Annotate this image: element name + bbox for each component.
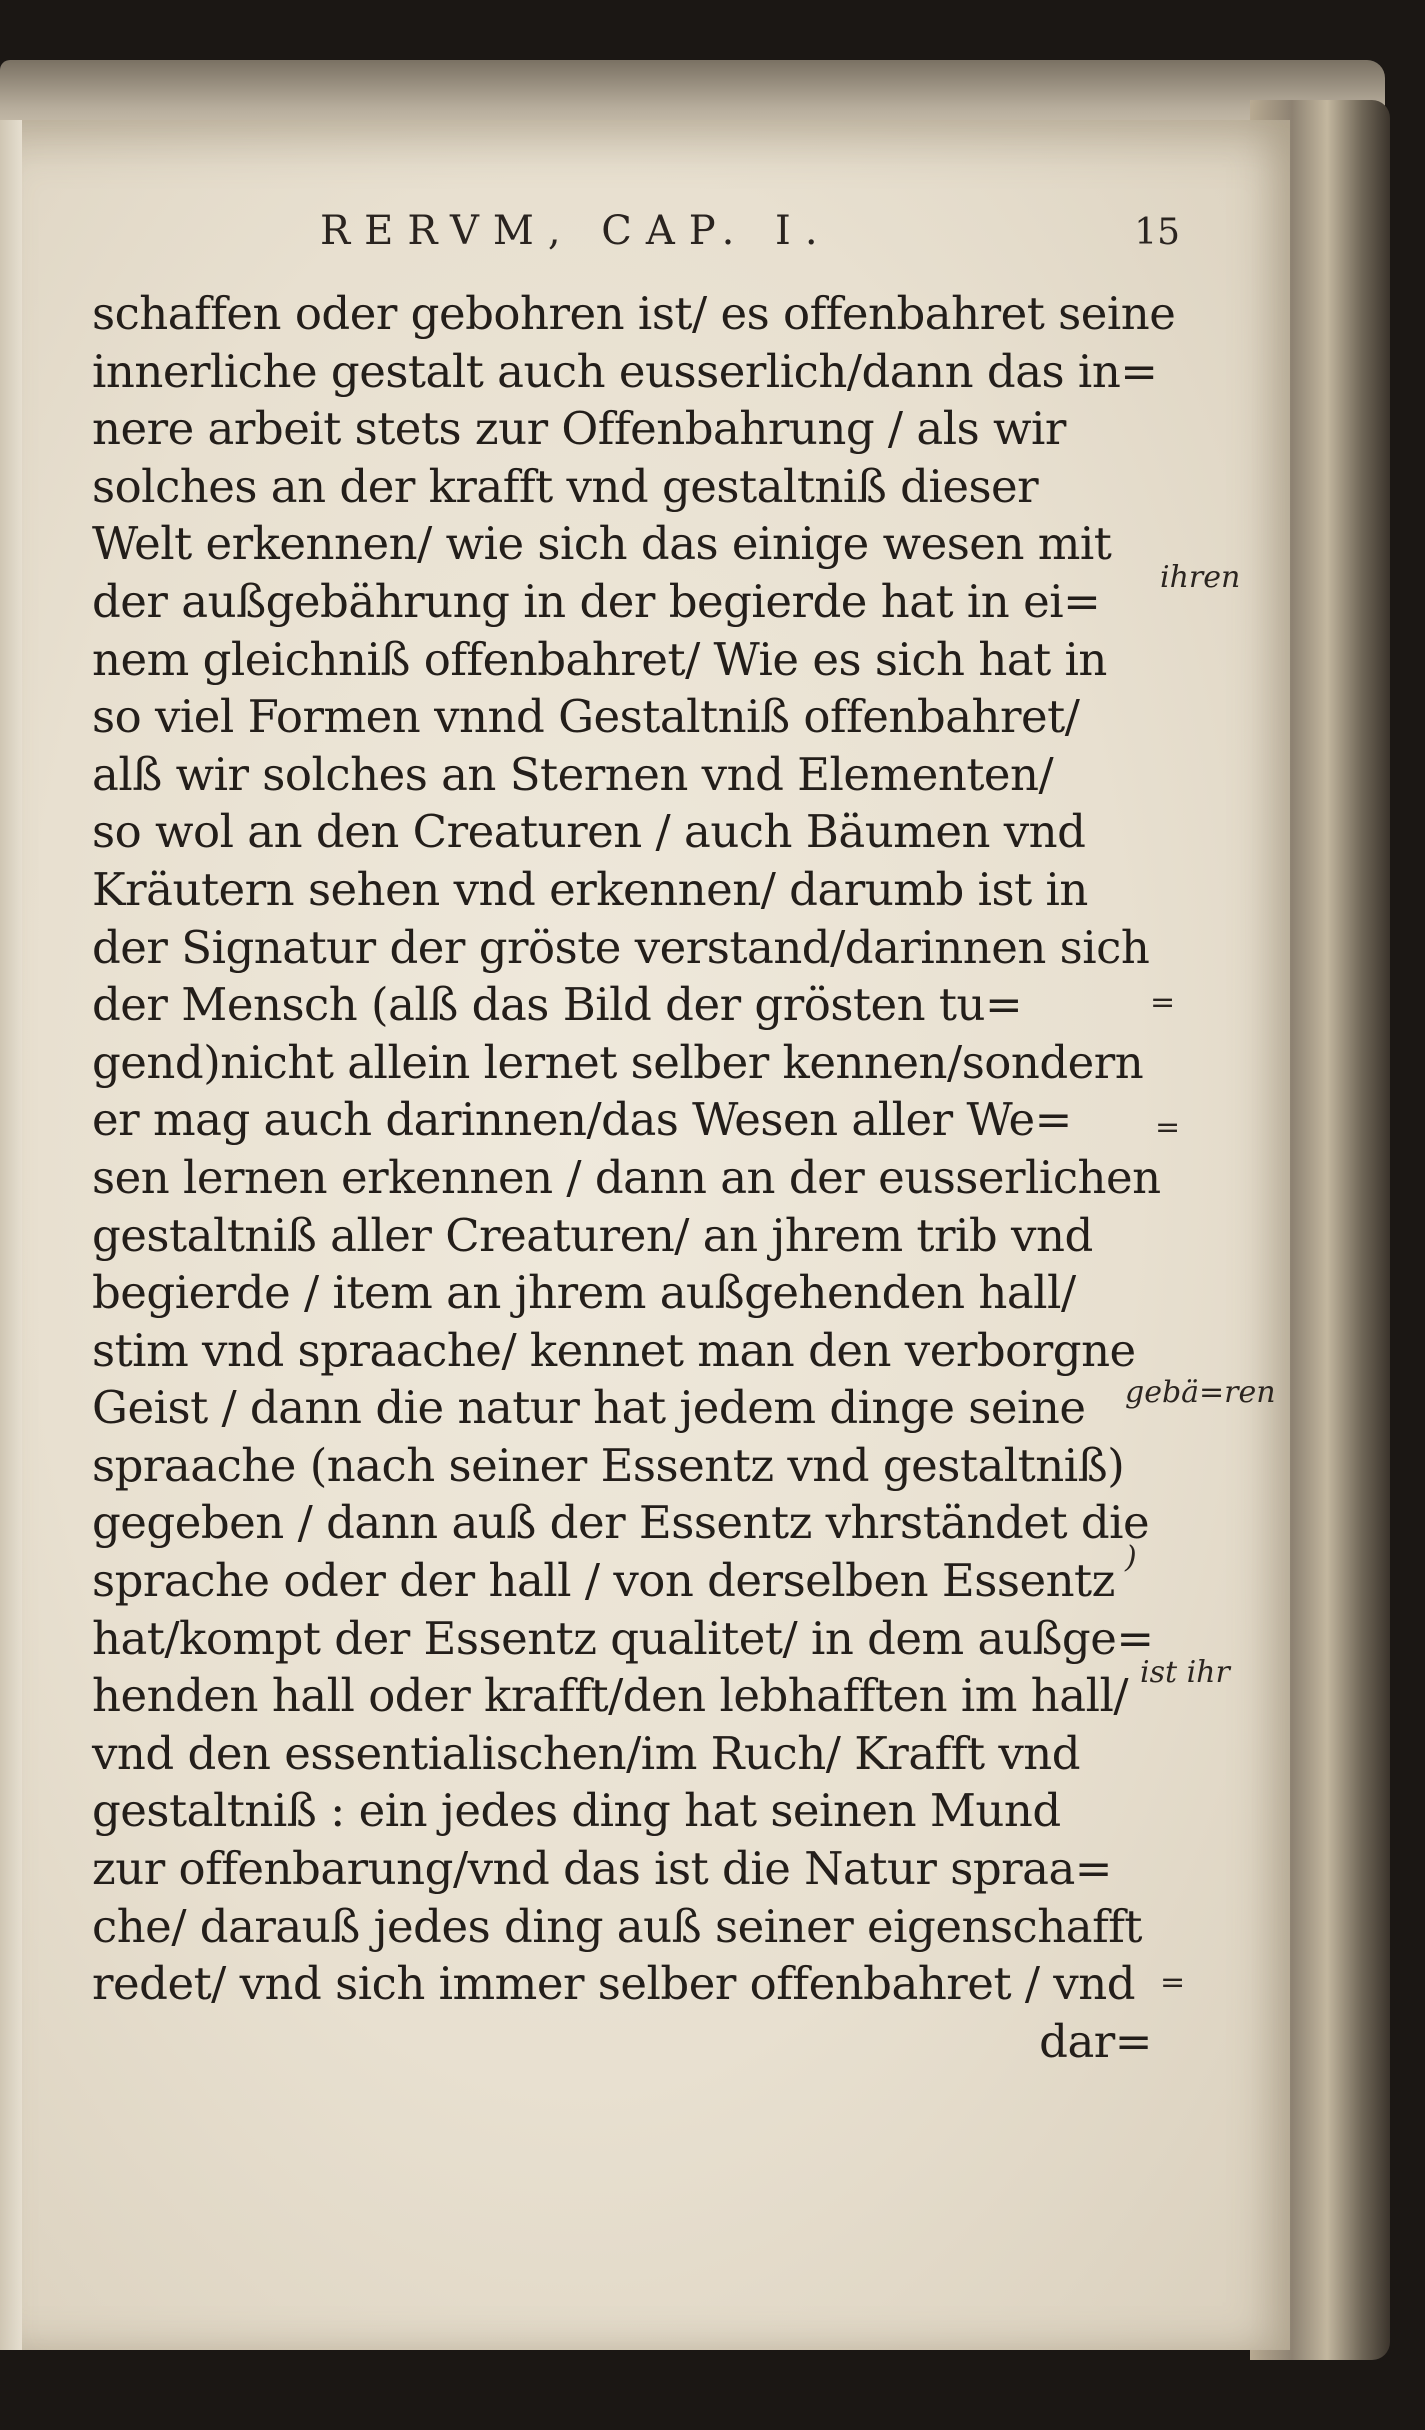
- text-line: so wol an den Creaturen / auch Bäumen vnd: [92, 805, 1086, 859]
- margin-note: =: [1150, 985, 1176, 1020]
- body-text: [92, 285, 1176, 2070]
- text-line: vnd den essentialischen/im Ruch/ Krafft vnd: [92, 1726, 1081, 1780]
- text-line: zur offenbarung/vnd das ist die Natur spraa=: [92, 1842, 1113, 1896]
- text-line: der Signatur der gröste verstand/darinnen sich: [92, 920, 1150, 974]
- margin-note: ist ihr: [1140, 1655, 1230, 1690]
- page-number: 15: [1134, 212, 1180, 253]
- text-line: alß wir solches an Sternen vnd Elementen/: [92, 747, 1054, 801]
- margin-note: ): [1125, 1540, 1137, 1575]
- text-line: sen lernen erkennen / dann an der eusserlichen: [92, 1150, 1161, 1204]
- text-line: Kräutern sehen vnd erkennen/ darumb ist in: [92, 862, 1088, 916]
- text-line: schaffen oder gebohren ist/ es offenbahret seine: [92, 287, 1176, 340]
- text-line: Geist / dann die natur hat jedem dinge seine: [92, 1381, 1086, 1435]
- text-line: gend)nicht allein lernet selber kennen/sondern: [92, 1035, 1144, 1089]
- running-head-title: RERVM, CAP. I.: [320, 208, 832, 254]
- margin-note: ihren: [1160, 560, 1241, 595]
- text-line: nem gleichniß offenbahret/ Wie es sich hat in: [92, 632, 1107, 686]
- text-line: nere arbeit stets zur Offenbahrung / als wir: [92, 402, 1066, 456]
- text-line: stim vnd spraache/ kennet man den verborgne: [92, 1323, 1136, 1377]
- text-line: gegeben / dann auß der Essentz vhrständet die: [92, 1496, 1150, 1550]
- margin-note: =: [1160, 1965, 1186, 2000]
- text-line: hat/kompt der Essentz qualitet/ in dem außge=: [92, 1611, 1154, 1665]
- text-line: che/ darauß jedes ding auß seiner eigenschafft: [92, 1899, 1142, 1953]
- text-line: solches an der krafft vnd gestaltniß dieser: [92, 459, 1039, 513]
- text-line: spraache (nach seiner Essentz vnd gestaltniß): [92, 1438, 1125, 1492]
- gutter-edge: [0, 120, 22, 2350]
- margin-note: =: [1155, 1110, 1181, 1145]
- text-line: gestaltniß aller Creaturen/ an jhrem trib vnd: [92, 1208, 1093, 1262]
- text-line: er mag auch darinnen/das Wesen aller We=: [92, 1093, 1072, 1147]
- text-line: henden hall oder krafft/den lebhafften im hall/: [92, 1669, 1129, 1723]
- text-line: so viel Formen vnnd Gestaltniß offenbahret/: [92, 690, 1080, 744]
- text-line: der Mensch (alß das Bild der grösten tu=: [92, 978, 1023, 1032]
- running-head: [320, 208, 1180, 254]
- text-line: redet/ vnd sich immer selber offenbahret / vnd: [92, 1957, 1136, 2011]
- margin-note: gebä=ren: [1125, 1375, 1276, 1410]
- text-line: gestaltniß : ein jedes ding hat seinen Mund: [92, 1784, 1061, 1838]
- text-line: innerliche gestalt auch eusserlich/dann das in=: [92, 344, 1158, 398]
- text-line: der außgebährung in der begierde hat in ei=: [92, 574, 1101, 628]
- catchword: dar=: [1039, 2014, 1152, 2068]
- text-line: sprache oder der hall / von derselben Essentz: [92, 1554, 1115, 1608]
- text-line: Welt erkennen/ wie sich das einige wesen mit: [92, 517, 1112, 571]
- text-line: begierde / item an jhrem außgehenden hall/: [92, 1266, 1076, 1320]
